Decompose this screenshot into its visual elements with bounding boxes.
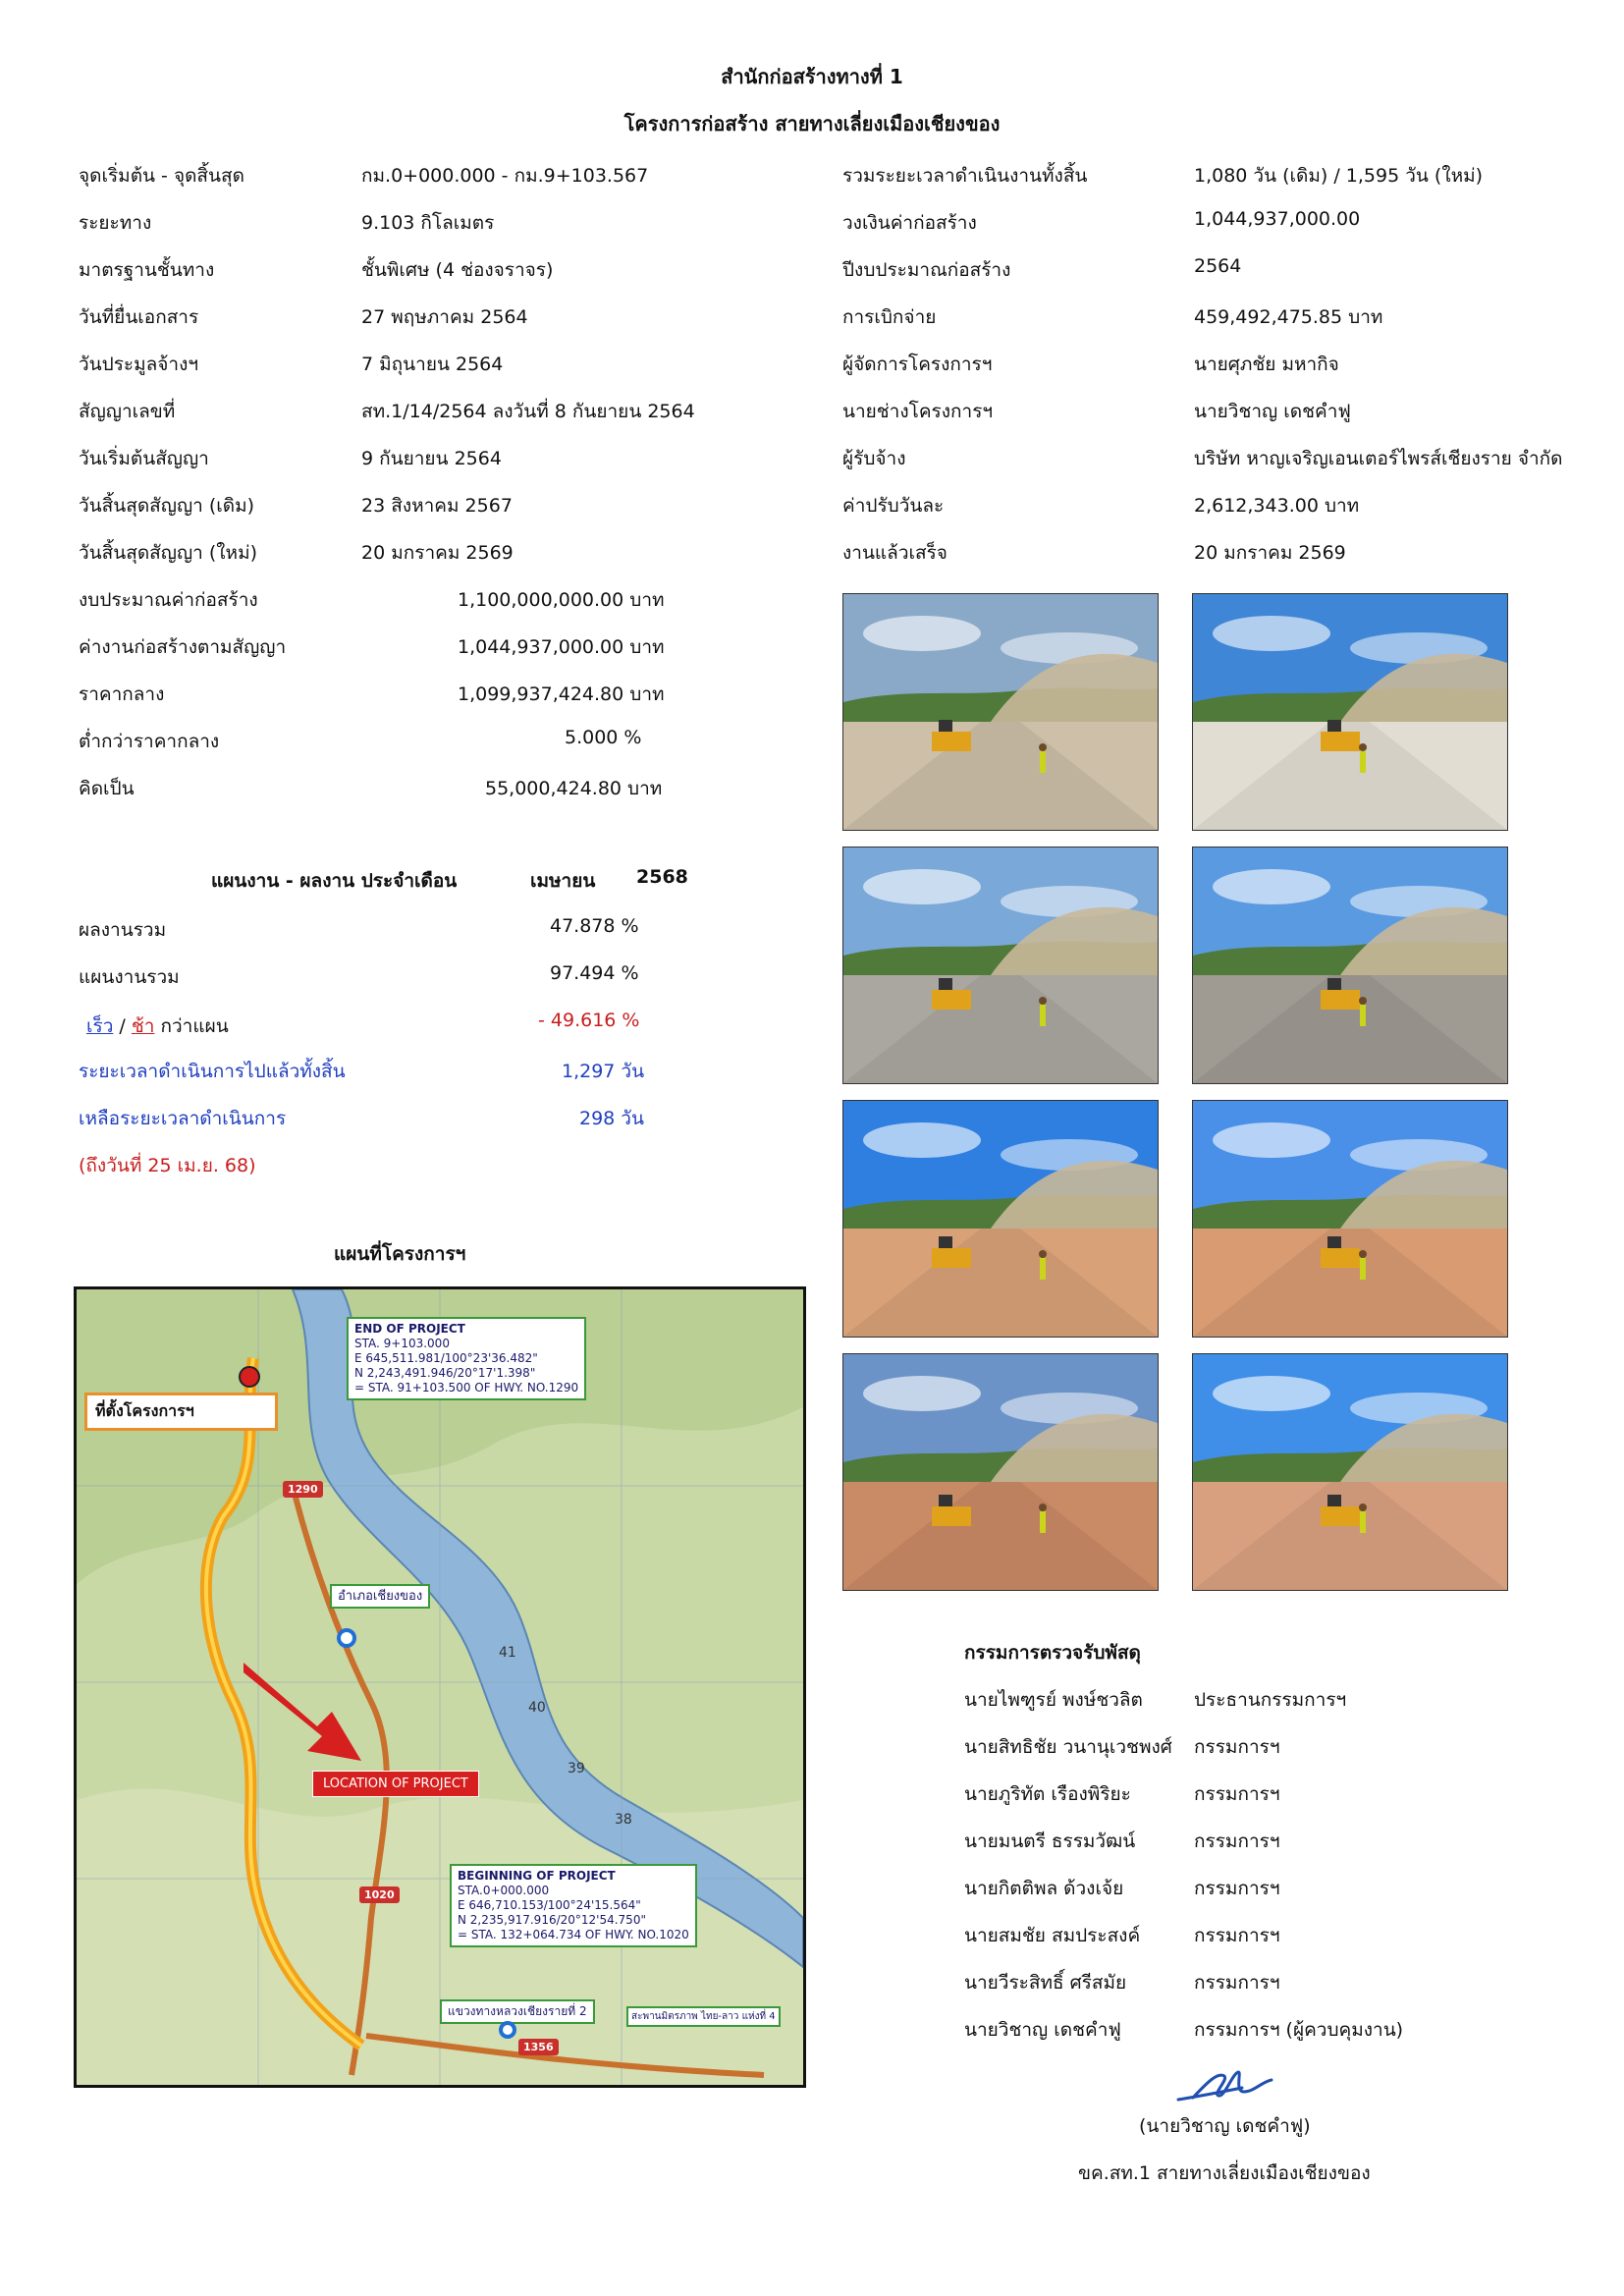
end-line-2: E 645,511.981/100°23'36.482" <box>354 1351 538 1365</box>
diff-value: - 49.616 % <box>538 1010 640 1031</box>
committee-member-label: นายสิทธิชัย วนานุเวชพงศ์ <box>964 1736 1172 1758</box>
budget-row-label: ค่างานก่อสร้างตามสัญญา <box>79 636 287 658</box>
left-info-row-label: วันสิ้นสุดสัญญา (เดิม) <box>79 495 255 517</box>
left-info-row-label: วันที่ยื่นเอกสาร <box>79 306 199 328</box>
fast-label: เร็ว <box>86 1015 114 1037</box>
site-photo <box>1192 847 1508 1084</box>
fast-slow-label <box>86 1011 229 1041</box>
left-info-row-label: จุดเริ่มต้น - จุดสิ้นสุด <box>79 165 244 187</box>
right-info-row-label: นายช่างโครงการฯ <box>842 401 994 422</box>
right-info-row-label: การเบิกจ่าย <box>842 306 937 328</box>
location-label: LOCATION OF PROJECT <box>312 1771 479 1797</box>
committee-member-value: กรรมการฯ <box>1194 1925 1280 1946</box>
left-info-row-value: 20 มกราคม 2569 <box>361 542 514 564</box>
committee-title: กรรมการตรวจรับพัสดุ <box>964 1642 1141 1664</box>
left-info-row-label: ระยะทาง <box>79 212 152 234</box>
committee-member-label: นายไพฑูรย์ พงษ์ชวลิต <box>964 1689 1143 1711</box>
right-info-row-value: 1,080 วัน (เดิม) / 1,595 วัน (ใหม่) <box>1194 165 1484 187</box>
committee-member-label: นายมนตรี ธรรมวัฒน์ <box>964 1831 1136 1852</box>
budget-row-value: 55,000,424.80 บาท <box>485 778 663 799</box>
budget-row-value: 1,099,937,424.80 บาท <box>458 683 665 705</box>
site-photo <box>842 593 1159 831</box>
grid-41: 41 <box>499 1645 516 1661</box>
right-info-row-label: งานแล้วเสร็จ <box>842 542 947 564</box>
project-map <box>74 1286 806 2088</box>
office-title: สำนักก่อสร้างทางที่ 1 <box>721 65 903 88</box>
left-info-row-value: 27 พฤษภาคม 2564 <box>361 306 528 328</box>
budget-row-label: ราคากลาง <box>79 683 165 705</box>
left-info-row-value: ชั้นพิเศษ (4 ช่องจราจร) <box>361 259 554 281</box>
project-title: โครงการก่อสร้าง สายทางเลี่ยงเมืองเชียงของ <box>623 112 1001 136</box>
left-info-row-label: สัญญาเลขที่ <box>79 401 176 422</box>
right-info-row-value: บริษัท หาญเจริญเอนเตอร์ไพรส์เชียงราย จำกัด <box>1194 448 1563 469</box>
bridge-label: สะพานมิตรภาพ ไทย-ลาว แห่งที่ 4 <box>626 2006 781 2027</box>
begin-line-3: N 2,235,917.916/20°12'54.750" <box>458 1913 646 1927</box>
committee-member-value: กรรมการฯ <box>1194 1736 1280 1758</box>
left-info-row-label: วันประมูลจ้างฯ <box>79 354 199 375</box>
map-title: แผนที่โครงการฯ <box>334 1243 466 1265</box>
left-info-row-value: 9 กันยายน 2564 <box>361 448 502 469</box>
right-info-row-value: 1,044,937,000.00 <box>1194 208 1361 230</box>
right-info-row-label: วงเงินค่าก่อสร้าง <box>842 212 977 234</box>
vs-label: กว่าแผน <box>154 1015 229 1037</box>
left-info-row-value: 7 มิถุนายน 2564 <box>361 354 504 375</box>
end-line-3: N 2,243,491.946/20°17'1.398" <box>354 1366 536 1380</box>
beginning-of-project-callout <box>450 1864 697 1947</box>
begin-title: BEGINNING OF PROJECT <box>458 1869 616 1883</box>
site-photo <box>1192 1100 1508 1338</box>
site-photo <box>842 1100 1159 1338</box>
left-info-row-value: กม.0+000.000 - กม.9+103.567 <box>361 165 649 187</box>
committee-member-label: นายสมชัย สมประสงค์ <box>964 1925 1141 1946</box>
grid-40: 40 <box>528 1700 546 1716</box>
right-info-row-label: ผู้รับจ้าง <box>842 448 906 469</box>
right-info-row-value: นายศุภชัย มหากิจ <box>1194 354 1339 375</box>
signer-title: ขค.สท.1 สายทางเลี่ยงเมืองเชียงของ <box>1078 2162 1371 2184</box>
progress-year: 2568 <box>636 866 688 888</box>
right-info-row-label: ปีงบประมาณก่อสร้าง <box>842 259 1011 281</box>
progress-month: เมษายน <box>530 870 596 892</box>
grid-38: 38 <box>615 1812 632 1828</box>
left-info-row-value: 23 สิงหาคม 2567 <box>361 495 513 517</box>
site-photo <box>842 1353 1159 1591</box>
junction-label: แขวงทางหลวงเชียงรายที่ 2 <box>440 1999 595 2024</box>
end-title: END OF PROJECT <box>354 1322 465 1336</box>
right-info-row-value: 2564 <box>1194 255 1242 277</box>
committee-member-value: กรรมการฯ (ผู้ควบคุมงาน) <box>1194 2019 1404 2041</box>
remain-label: เหลือระยะเวลาดำเนินการ <box>79 1108 287 1129</box>
committee-member-value: ประธานกรรมการฯ <box>1194 1689 1347 1711</box>
committee-member-label: นายวีระสิทธิ์ ศรีสมัย <box>964 1972 1127 1994</box>
committee-member-value: กรรมการฯ <box>1194 1783 1280 1805</box>
slash: / <box>113 1015 132 1037</box>
end-line-4: = STA. 91+103.500 OF HWY. NO.1290 <box>354 1381 579 1394</box>
site-tag: ที่ตั้งโครงการฯ <box>84 1393 278 1431</box>
end-line-1: STA. 9+103.000 <box>354 1337 450 1350</box>
left-info-row-label: วันเริ่มต้นสัญญา <box>79 448 209 469</box>
actual-label: ผลงานรวม <box>79 919 167 941</box>
right-info-row-value: 20 มกราคม 2569 <box>1194 542 1346 564</box>
budget-row-value: 5.000 % <box>565 727 642 748</box>
elapsed-value: 1,297 วัน <box>562 1061 645 1082</box>
signer-name: (นายวิชาญ เดชคำฟู) <box>1139 2115 1311 2137</box>
as-of-date: (ถึงวันที่ 25 เม.ย. 68) <box>79 1155 256 1176</box>
committee-member-label: นายกิตติพล ด้วงเจ้ย <box>964 1878 1124 1899</box>
right-info-row-label: ค่าปรับวันละ <box>842 495 945 517</box>
grid-39: 39 <box>568 1761 585 1777</box>
plan-value: 97.494 % <box>550 962 639 984</box>
left-info-row-label: วันสิ้นสุดสัญญา (ใหม่) <box>79 542 258 564</box>
right-info-row-value: นายวิชาญ เดชคำฟู <box>1194 401 1351 422</box>
remain-value: 298 วัน <box>579 1108 644 1129</box>
district-marker-icon <box>337 1628 356 1648</box>
signature-image <box>1173 2062 1281 2111</box>
slow-label: ช้า <box>131 1015 155 1037</box>
site-photo <box>1192 593 1508 831</box>
site-marker-icon <box>239 1366 260 1388</box>
end-of-project-callout <box>347 1317 586 1400</box>
plan-label: แผนงานรวม <box>79 966 180 988</box>
elapsed-label: ระยะเวลาดำเนินการไปแล้วทั้งสิ้น <box>79 1061 346 1082</box>
begin-line-1: STA.0+000.000 <box>458 1884 550 1897</box>
site-photo <box>1192 1353 1508 1591</box>
committee-member-label: นายวิชาญ เดชคำฟู <box>964 2019 1121 2041</box>
right-info-row-label: ผู้จัดการโครงการฯ <box>842 354 993 375</box>
budget-row-value: 1,100,000,000.00 บาท <box>458 589 665 611</box>
committee-member-value: กรรมการฯ <box>1194 1972 1280 1994</box>
hwy-1356-badge: 1356 <box>518 2039 559 2055</box>
committee-member-value: กรรมการฯ <box>1194 1878 1280 1899</box>
budget-row-value: 1,044,937,000.00 บาท <box>458 636 665 658</box>
hwy-1020-badge: 1020 <box>359 1886 400 1903</box>
budget-row-label: งบประมาณค่าก่อสร้าง <box>79 589 258 611</box>
begin-line-4: = STA. 132+064.734 OF HWY. NO.1020 <box>458 1928 689 1941</box>
committee-member-value: กรรมการฯ <box>1194 1831 1280 1852</box>
left-info-row-label: มาตรฐานชั้นทาง <box>79 259 215 281</box>
progress-title: แผนงาน - ผลงาน ประจำเดือน <box>211 870 458 892</box>
left-info-row-value: 9.103 กิโลเมตร <box>361 212 495 234</box>
site-photo <box>842 847 1159 1084</box>
begin-line-2: E 646,710.153/100°24'15.564" <box>458 1898 641 1912</box>
right-info-row-label: รวมระยะเวลาดำเนินงานทั้งสิ้น <box>842 165 1088 187</box>
committee-member-label: นายภูริทัต เรืองพิริยะ <box>964 1783 1131 1805</box>
hwy-1290-badge: 1290 <box>283 1481 323 1498</box>
right-info-row-value: 459,492,475.85 บาท <box>1194 306 1383 328</box>
actual-value: 47.878 % <box>550 915 639 937</box>
left-info-row-value: สท.1/14/2564 ลงวันที่ 8 กันยายน 2564 <box>361 401 695 422</box>
budget-row-label: ต่ำกว่าราคากลาง <box>79 731 220 752</box>
budget-row-label: คิดเป็น <box>79 778 135 799</box>
junction-marker-icon <box>499 2021 516 2039</box>
right-info-row-value: 2,612,343.00 บาท <box>1194 495 1360 517</box>
district-label: อำเภอเชียงของ <box>330 1584 430 1609</box>
